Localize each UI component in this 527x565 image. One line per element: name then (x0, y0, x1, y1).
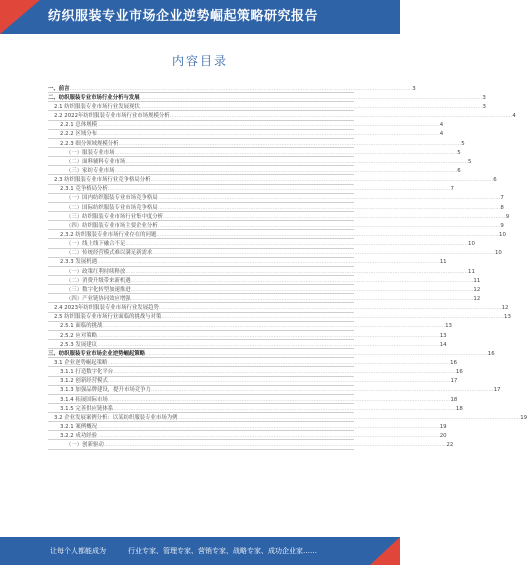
toc-entry[interactable] (48, 185, 454, 194)
toc-entry[interactable] (48, 84, 416, 93)
toc-entry-page: 11 (473, 277, 481, 284)
toc-entry[interactable] (48, 367, 463, 376)
toc-entry[interactable] (48, 121, 444, 130)
toc-entry[interactable] (48, 239, 475, 248)
toc-entry[interactable] (48, 194, 504, 203)
toc-leader-dots: ........................................................................................................................................................................................................ (169, 113, 513, 120)
toc-leader-dots: ........................................................................................................................................................................................................ (97, 332, 440, 339)
toc-entry-page: 11 (439, 259, 447, 266)
toc-entry-label: 2.2 2022年纺织服装专业市场行业市场规模分析 (54, 113, 170, 120)
toc-leader-dots: ........................................................................................................................................................................................................ (97, 259, 440, 266)
toc-entry-label: 3.2.2 成功经验 (60, 433, 97, 440)
toc-entry-label: 2.5 纺织服装专业市场行业面临的挑战与对策 (54, 314, 162, 321)
toc-entry-page: 9 (505, 213, 510, 220)
toc-entry-page: 14 (439, 341, 447, 348)
toc-leader-dots: ........................................................................................................................................................................................................ (150, 177, 494, 184)
toc-entry-page: 10 (468, 241, 475, 248)
toc-entry-page: 7 (500, 195, 504, 202)
toc-leader-dots: ........................................................................................................................................................................................................ (157, 195, 501, 202)
toc-leader-dots: ........................................................................................................................................................................................................ (130, 286, 474, 293)
toc-leader-dots: ........................................................................................................................................................................................................ (118, 140, 462, 147)
toc-leader-dots: ........................................................................................................................................................................................................ (177, 414, 521, 421)
toc-entry[interactable] (48, 340, 447, 349)
toc-entry-label: （二）传统经营模式难以满足新需求 (66, 250, 153, 257)
toc-entry[interactable] (48, 322, 452, 331)
toc-entry-label: （四）纺织服装专业市场主要企业分析 (66, 222, 158, 229)
toc-entry[interactable] (48, 276, 481, 285)
toc-entry-label: 2.3.2 纺织服装专业市场行业存在的问题 (60, 231, 157, 238)
toc-entry-label: （三）数字化转型加速推进 (66, 286, 131, 293)
toc-entry-label: 2.3.1 竞争格局分析 (60, 186, 108, 193)
toc-entry-page: 12 (501, 305, 509, 312)
toc-entry-label: （一）政策红利持续释放 (66, 268, 126, 275)
toc-entry[interactable] (48, 404, 463, 413)
toc-leader-dots: ........................................................................................................................................................................................................ (145, 350, 488, 357)
toc-entry-page: 5 (457, 149, 461, 156)
toc-entry[interactable] (48, 258, 447, 267)
toc-entry-label: 2.5.2 应对策略 (60, 332, 97, 339)
toc-entry-page: 13 (439, 332, 447, 339)
toc-entry-page: 20 (439, 433, 447, 440)
toc-leader-dots: ........................................................................................................................................................................................................ (163, 213, 506, 220)
toc-entry-page: 4 (439, 122, 444, 129)
toc-leader-dots: ........................................................................................................................................................................................................ (157, 204, 501, 211)
toc-entry[interactable] (48, 157, 472, 166)
toc-entry-label: 3.2 企业发展案例分析：以某纺织服装专业市场为例 (54, 414, 178, 421)
toc-entry-label: 2.4 2023年纺织服装专业市场行业发展趋势 (54, 305, 159, 312)
toc-entry[interactable] (48, 166, 461, 175)
toc-entry[interactable] (48, 148, 461, 157)
toc-entry[interactable] (48, 130, 444, 139)
toc-entry-page: 12 (473, 286, 481, 293)
toc-entry-label: （三）家纺专业市场 (66, 168, 115, 174)
toc-entry[interactable] (48, 102, 486, 111)
toc-leader-dots: ........................................................................................................................................................................................................ (97, 122, 440, 129)
toc-entry-label: （二）面料辅料专业市场 (66, 158, 126, 165)
toc-entry[interactable] (48, 93, 486, 102)
toc-entry-label: （一）服装专业市场 (66, 149, 115, 156)
toc-leader-dots: ........................................................................................................................................................................................................ (125, 268, 469, 275)
toc-leader-dots: ........................................................................................................................................................................................................ (125, 158, 469, 165)
toc-entry[interactable] (48, 285, 481, 294)
toc-entry[interactable] (48, 175, 497, 184)
toc-entry-page: 3 (482, 94, 486, 101)
toc-entry[interactable] (48, 303, 509, 312)
toc-entry-page: 19 (439, 423, 447, 430)
toc-entry[interactable] (48, 212, 510, 221)
toc-entry-page: 4 (512, 113, 516, 120)
toc-entry-label: （四）产业链协同效应增强 (66, 295, 131, 302)
toc-entry[interactable] (48, 395, 458, 404)
toc-entry-page: 6 (457, 168, 461, 174)
toc-leader-dots: ........................................................................................................................................................................................................ (156, 231, 500, 238)
toc-leader-dots: ........................................................................................................................................................................................................ (150, 387, 494, 394)
toc-entry-page: 12 (473, 295, 481, 302)
toc-entry-label: 3.2.1 案例概况 (60, 423, 97, 430)
toc-entry-page: 16 (455, 369, 463, 376)
report-title: 纺织服装专业市场企业逆势崛起策略研究报告 (48, 9, 319, 24)
toc-entry-label: （二）消费升级带来新机遇 (66, 277, 131, 284)
toc-entry-label: 三、纺织服装专业市场企业逆势崛起策略 (48, 350, 146, 357)
toc-leader-dots: ........................................................................................................................................................................................................ (97, 423, 440, 430)
toc-entry-page: 13 (445, 323, 452, 330)
toc-leader-dots: ........................................................................................................................................................................................................ (158, 305, 502, 312)
toc-entry[interactable] (48, 413, 527, 422)
toc-entry[interactable] (48, 294, 481, 303)
toc-entry-page: 9 (500, 222, 504, 229)
toc-entry-page: 3 (482, 104, 486, 111)
toc-leader-dots: ........................................................................................................................................................................................................ (97, 433, 440, 440)
toc-entry[interactable] (48, 386, 501, 395)
toc-entry-page: 6 (493, 177, 497, 184)
toc-entry[interactable] (48, 349, 495, 358)
toc-entry-page: 3 (412, 85, 416, 92)
toc-entry-label: 二、纺织服装专业市场行业分析与发展 (48, 94, 140, 101)
toc-entry[interactable] (48, 440, 454, 449)
toc-entry-label: （一）国内纺织服装专业市场竞争格局 (66, 195, 158, 202)
page-footer (0, 537, 400, 565)
toc-entry-label: 一、前言 (48, 85, 70, 92)
toc-entry-page: 8 (500, 204, 504, 211)
toc-entry-page: 18 (455, 405, 463, 412)
toc-entry-label: 3.1 企业逆势崛起策略 (54, 359, 108, 366)
toc-entry-page: 10 (499, 231, 506, 238)
toc-entry[interactable] (48, 377, 458, 386)
toc-entry-label: 2.5.3 发展建议 (60, 341, 97, 348)
toc-leader-dots: ........................................................................................................................................................................................................ (69, 85, 413, 92)
toc-entry[interactable] (48, 431, 447, 440)
toc-leader-dots: ........................................................................................................................................................................................................ (102, 323, 446, 330)
toc-leader-dots: ........................................................................................................................................................................................................ (103, 442, 447, 449)
toc-entry-label: （一）创新驱动 (66, 442, 104, 449)
toc-entry-label: 2.1 纺织服装专业市场行业发展现状 (54, 104, 140, 111)
toc-entry-label: 3.1.4 拓展国际市场 (60, 396, 108, 403)
toc-leader-dots: ........................................................................................................................................................................................................ (114, 149, 458, 156)
toc-entry-page: 18 (450, 396, 458, 403)
toc-leader-dots: ........................................................................................................................................................................................................ (130, 277, 474, 284)
toc-entry-page: 17 (493, 387, 501, 394)
footer-slogan: 让每个人都能成为 (50, 547, 106, 555)
toc-entry-label: 2.2.3 细分领域规模分析 (60, 140, 119, 147)
toc-leader-dots: ........................................................................................................................................................................................................ (107, 186, 451, 193)
toc-entry-page: 16 (487, 350, 495, 357)
toc-entry-label: 2.5.1 面临的挑战 (60, 323, 103, 330)
toc-leader-dots: ........................................................................................................................................................................................................ (97, 131, 440, 138)
toc-entry-page: 19 (520, 414, 527, 421)
toc-leader-dots: ........................................................................................................................................................................................................ (130, 295, 474, 302)
toc-entry-page: 11 (468, 268, 475, 275)
toc-entry[interactable] (48, 221, 504, 230)
toc-entry[interactable] (48, 267, 475, 276)
toc-entry[interactable] (48, 313, 511, 322)
toc-entry[interactable] (48, 111, 516, 120)
toc-entry-page: 10 (494, 250, 502, 257)
toc-entry-label: 2.2.1 总体规模 (60, 122, 97, 129)
toc-leader-dots: ........................................................................................................................................................................................................ (157, 222, 501, 229)
toc-entry[interactable] (48, 249, 502, 258)
toc-entry-label: 3.1.3 加强品牌建设，提升市场竞争力 (60, 387, 151, 394)
footer-tags: 行业专家、管理专家、营销专家、战略专家、成功企业家…… (128, 547, 317, 555)
toc-entry-page: 17 (450, 378, 458, 385)
toc-leader-dots: ........................................................................................................................................................................................................ (152, 250, 495, 257)
table-of-contents (48, 84, 527, 450)
toc-entry[interactable] (48, 358, 457, 367)
toc-leader-dots: ........................................................................................................................................................................................................ (139, 104, 483, 111)
toc-entry-label: （三）纺织服装专业市场行业集中度分析 (66, 213, 164, 220)
toc-entry-page: 22 (446, 442, 454, 449)
toc-entry-label: 2.3.3 发展机遇 (60, 259, 97, 266)
toc-leader-dots: ........................................................................................................................................................................................................ (114, 168, 458, 174)
footer-accent-shape (370, 537, 400, 565)
toc-entry-page: 5 (461, 140, 465, 147)
toc-leader-dots: ........................................................................................................................................................................................................ (107, 378, 451, 385)
toc-leader-dots: ........................................................................................................................................................................................................ (113, 405, 456, 412)
header-accent-shape (0, 0, 40, 34)
toc-leader-dots: ........................................................................................................................................................................................................ (107, 396, 451, 403)
toc-entry-page: 4 (439, 131, 444, 138)
toc-entry-page: 13 (504, 314, 511, 321)
toc-leader-dots: ........................................................................................................................................................................................................ (161, 314, 505, 321)
toc-entry-label: 3.1.1 打造数字化平台 (60, 369, 114, 376)
toc-entry-label: （一）线上线下融合不足 (66, 241, 126, 248)
toc-entry-label: 2.2.2 区域分布 (60, 131, 97, 138)
toc-leader-dots: ........................................................................................................................................................................................................ (113, 369, 456, 376)
toc-entry[interactable] (48, 230, 506, 239)
toc-leader-dots: ........................................................................................................................................................................................................ (97, 341, 440, 348)
toc-entry-label: 3.1.2 创新经营模式 (60, 378, 108, 385)
toc-entry-page: 7 (450, 186, 454, 193)
toc-title: 内容目录 (171, 54, 228, 68)
toc-leader-dots: ........................................................................................................................................................................................................ (139, 94, 483, 101)
toc-entry[interactable] (48, 331, 447, 340)
toc-entry-page: 5 (468, 158, 472, 165)
toc-entry[interactable] (48, 422, 447, 431)
toc-entry[interactable] (48, 139, 465, 148)
page-header (0, 0, 400, 34)
toc-entry-page: 16 (450, 359, 457, 366)
toc-entry-label: （二）国际纺织服装专业市场竞争格局 (66, 204, 158, 211)
toc-leader-dots: ........................................................................................................................................................................................................ (107, 359, 451, 366)
toc-entry[interactable] (48, 203, 504, 212)
toc-entry-label: 2.3 纺织服装专业市场行业竞争格局分析 (54, 177, 151, 184)
toc-leader-dots: ........................................................................................................................................................................................................ (125, 241, 469, 248)
toc-entry-label: 3.1.5 完善供应链体系 (60, 405, 114, 412)
